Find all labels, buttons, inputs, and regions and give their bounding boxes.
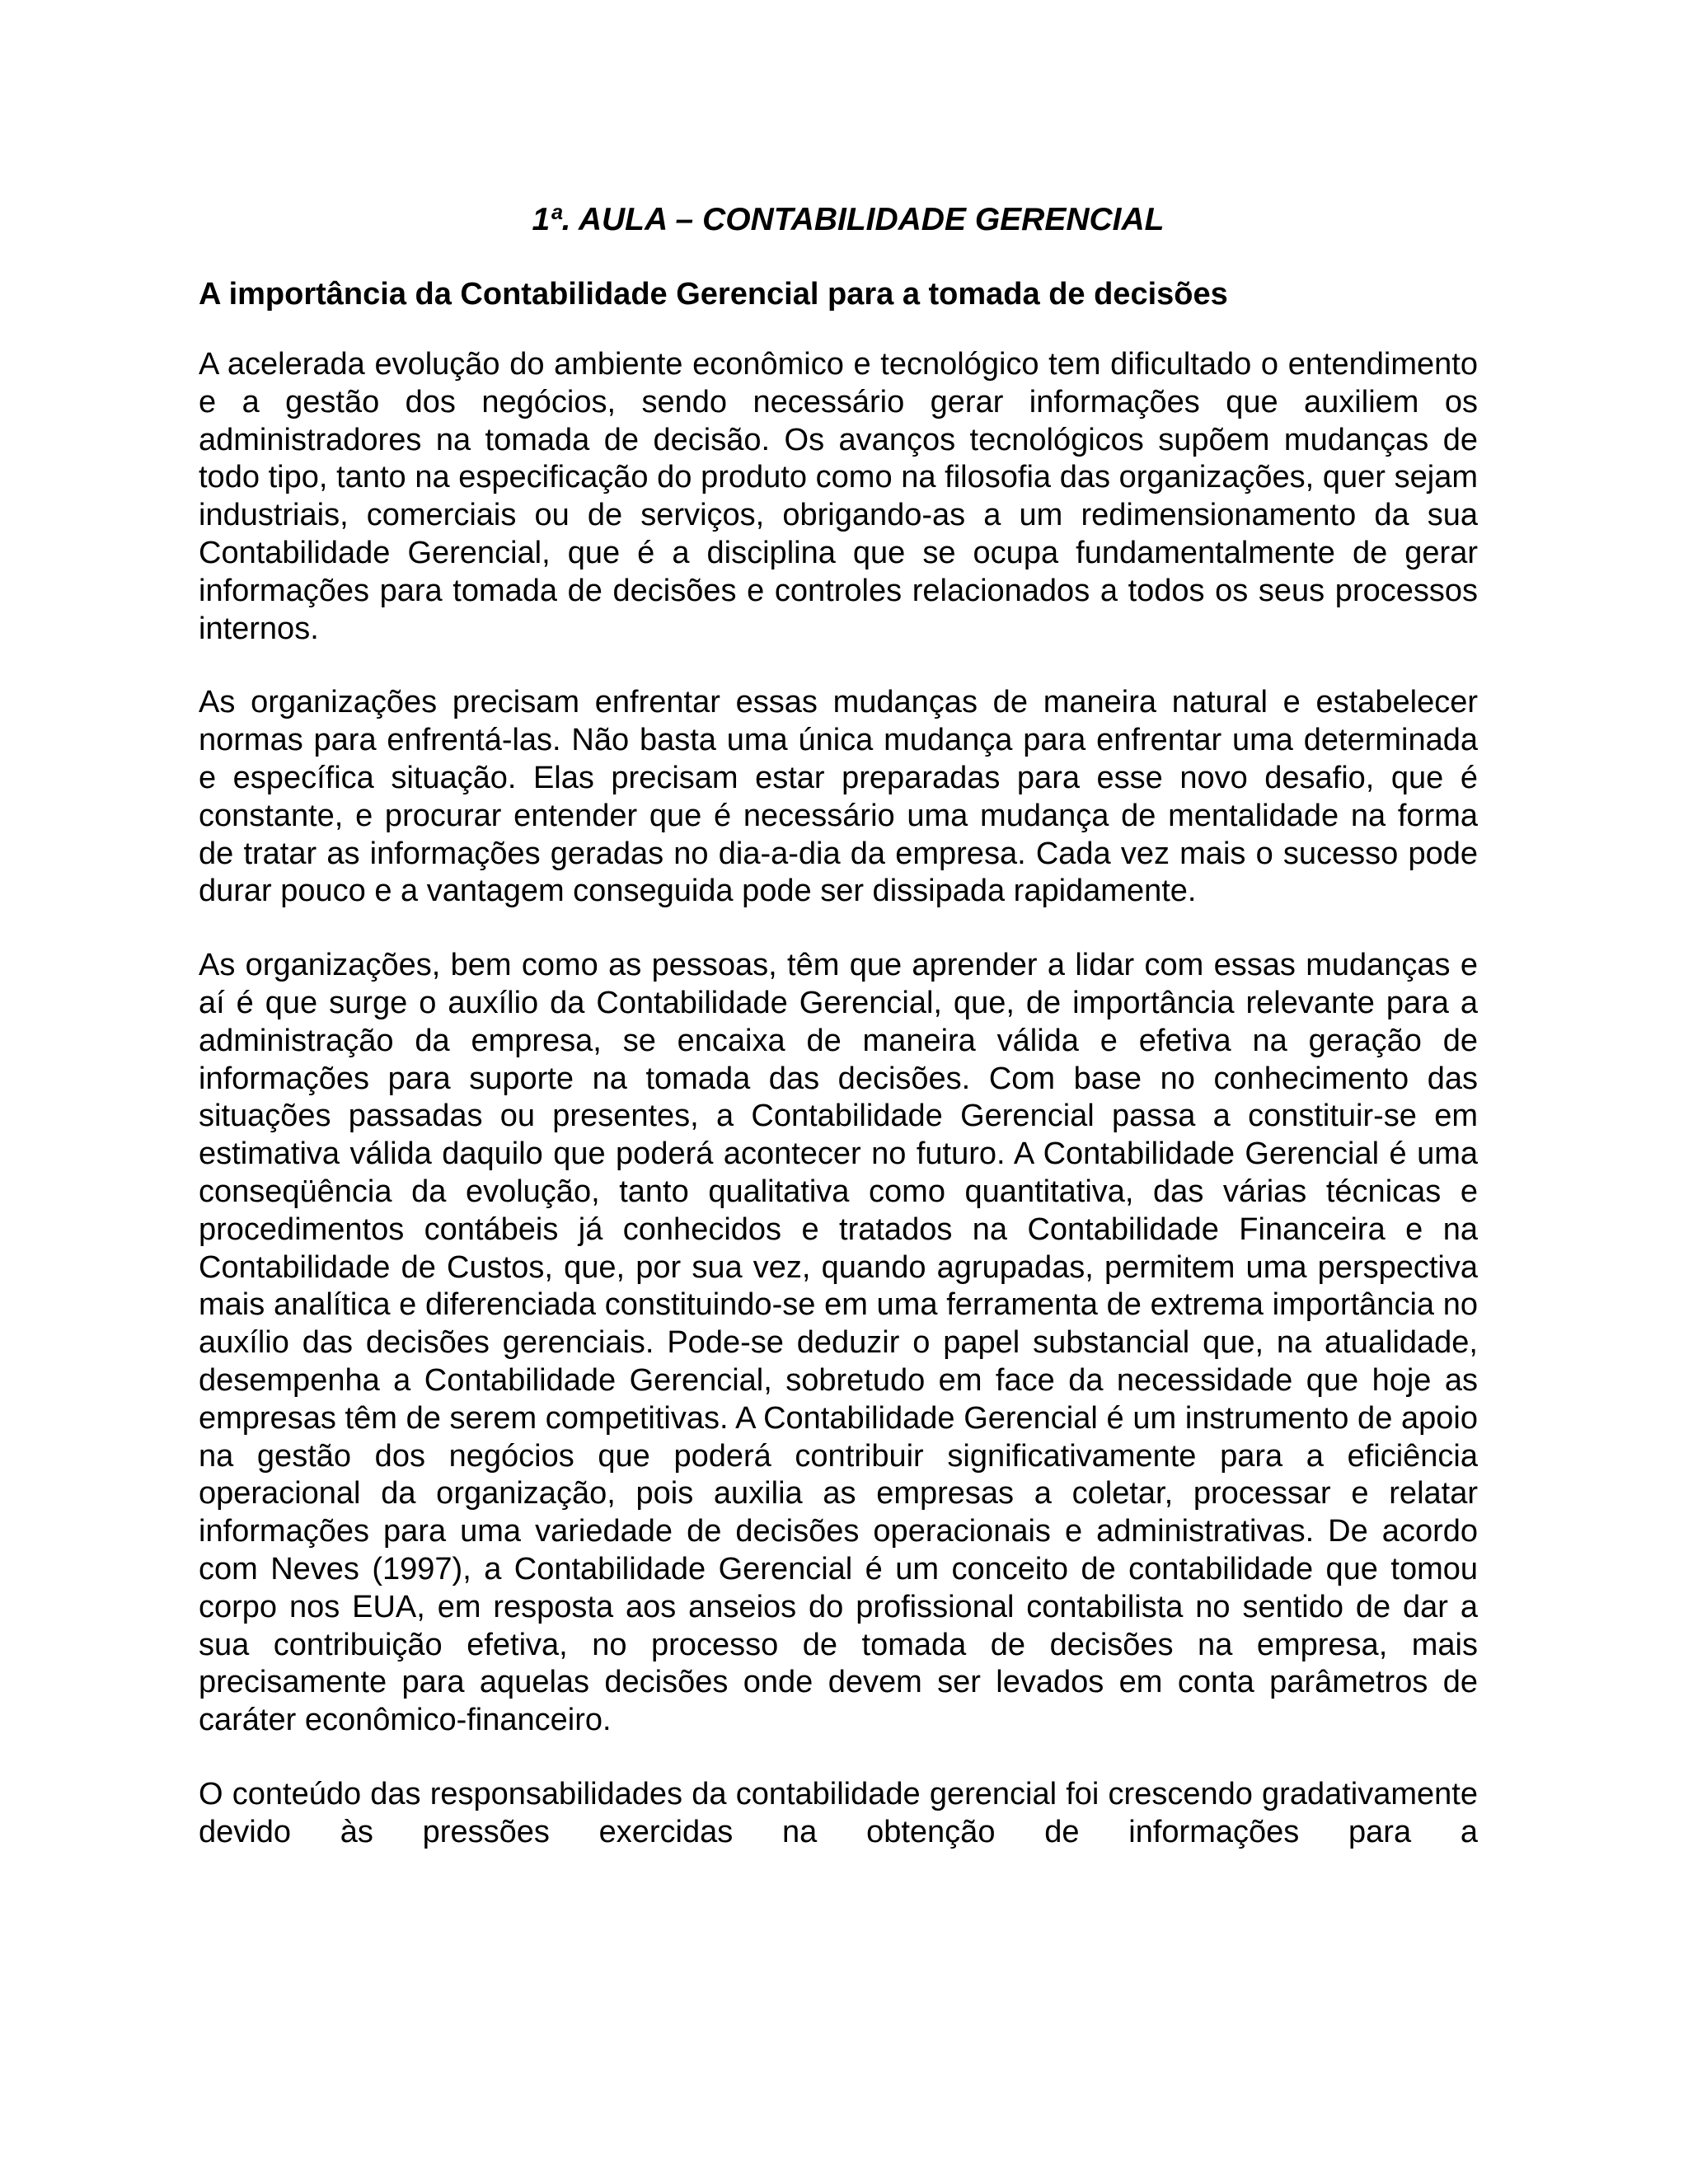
document-page [199, 191, 1478, 1851]
page-title: 1ª. AULA – CONTABILIDADE GERENCIAL [532, 202, 1165, 237]
paragraph-3: As organizações, bem como as pessoas, têm que aprender a lidar com essas mudanças e aí é que surge o auxílio da Contabilidade Gerencial, que, de importância relevante para a administração da empresa, se encaixa de maneira válida e efetiva na geração de informações para suporte na tomada das decisões. Com base no conhecimento das situações passadas ou presentes, a Contabilidade Gerencial passa a constituir-se em estimativa válida daquilo que poderá acontecer no futuro. A Contabilidade Gerencial é uma conseqüência da evolução, tanto qualitativa como quantitativa, das várias técnicas e procedimentos contábeis já conhecidos e tratados na Contabilidade Financeira e na Contabilidade de Custos, que, por sua vez, quando agrupadas, permitem uma perspectiva mais analítica e diferenciada constituindo-se em uma ferramenta de extrema importância no auxílio das decisões gerenciais. Pode-se deduzir o papel substancial que, na atualidade, desempenha a Contabilidade Gerencial, sobretudo em face da necessidade que hoje as empresas têm de serem competitivas. A Contabilidade Gerencial é um instrumento de apoio na gestão dos negócios que poderá contribuir significativamente para a eficiência operacional da organização, pois auxilia as empresas a coletar, processar e relatar informações para uma variedade de decisões operacionais e administrativas. De acordo com Neves (1997), a Contabilidade Gerencial é um conceito de contabilidade que tomou corpo nos EUA, em resposta aos anseios do profissional contabilista no sentido de dar a sua contribuição efetiva, no processo de tomada de decisões na empresa, mais precisamente para aquelas decisões onde devem ser levados em conta parâmetros de caráter econômico-financeiro. [199, 948, 1478, 1738]
paragraph-1: A acelerada evolução do ambiente econômico e tecnológico tem dificultado o entendimento e a gestão dos negócios, sendo necessário gerar informações que auxiliem os administradores na tomada de decisão. Os avanços tecnológicos supõem mudanças de todo tipo, tanto na especificação do produto como na filosofia das organizações, quer sejam industriais, comerciais ou de serviços, obrigando-as a um redimensionamento da sua Contabilidade Gerencial, que é a disciplina que se ocupa fundamentalmente de gerar informações para tomada de decisões e controles relacionados a todos os seus processos internos. [199, 347, 1478, 646]
paragraph-4: O conteúdo das responsabilidades da contabilidade gerencial foi crescendo gradativamente devido às pressões exercidas na obtenção de informações para a [199, 1776, 1478, 1849]
paragraph-2: As organizações precisam enfrentar essas mudanças de maneira natural e estabelecer normas para enfrentá-las. Não basta uma única mudança para enfrentar uma determinada e específica situação. Elas precisam estar preparadas para esse novo desafio, que é constante, e procurar entender que é necessário uma mudança de mentalidade na forma de tratar as informações geradas no dia-a-dia da empresa. Cada vez mais o sucesso pode durar pouco e a vantagem conseguida pode ser dissipada rapidamente. [199, 685, 1478, 909]
section-heading: A importância da Contabilidade Gerencial para a tomada de decisões [199, 277, 1228, 312]
